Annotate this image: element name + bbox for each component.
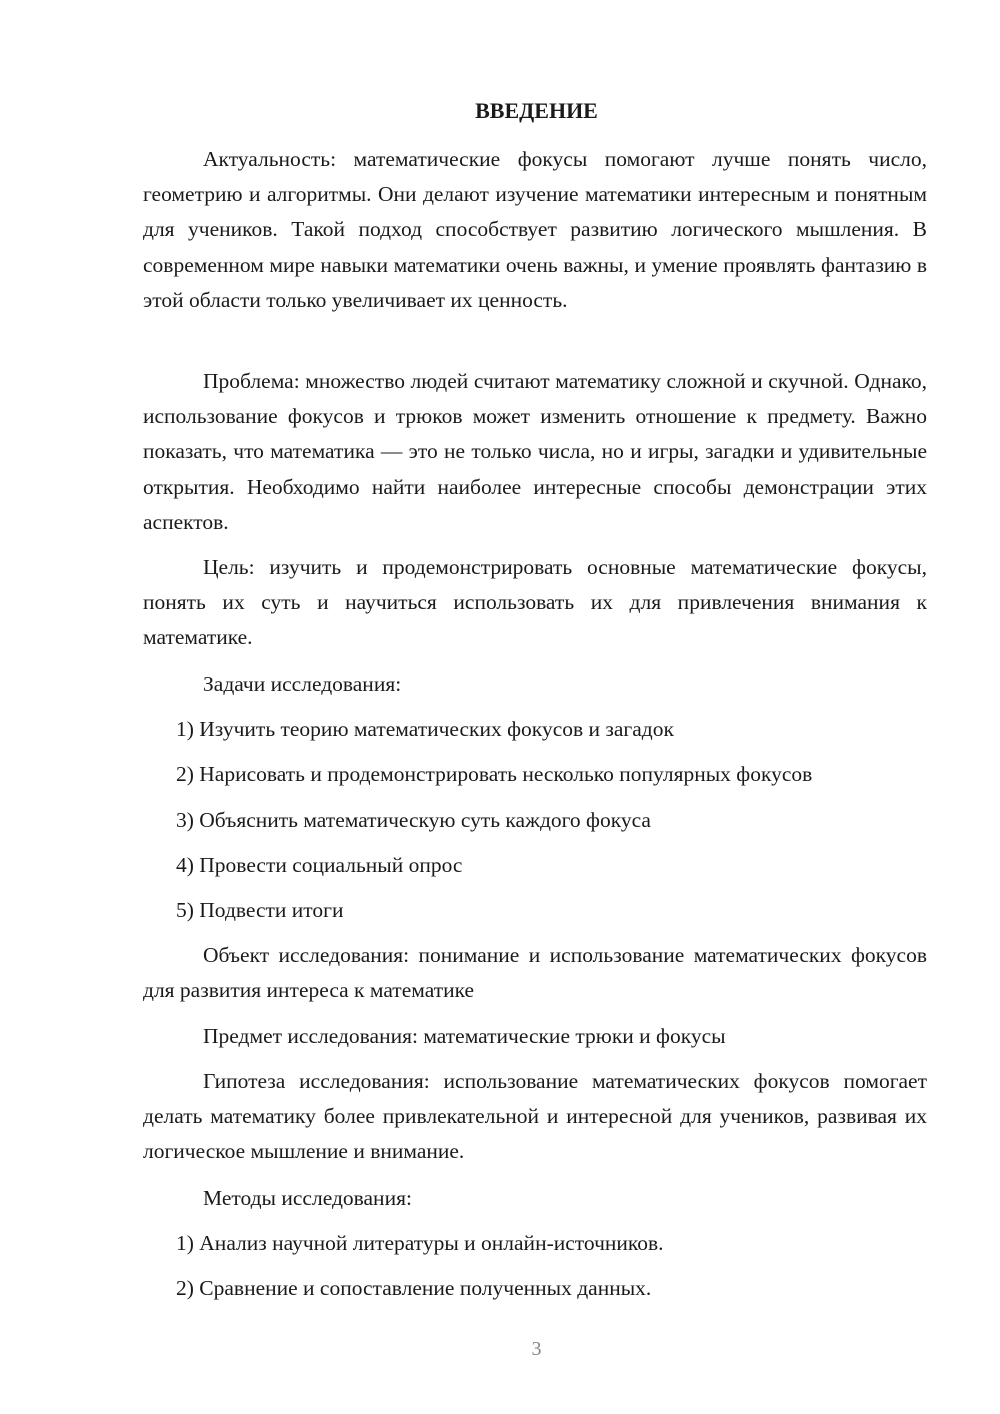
- task-item: 3) Объяснить математическую суть каждого фокуса: [176, 808, 651, 832]
- paragraph-relevance: Актуальность: математические фокусы помогают лучше понять число, геометрию и алгоритмы. Они делают изучение математики интересным и понятным для учеников. Такой подход способствует развитию логического мышления. В современном мире навыки математики очень важны, и умение проявлять фантазию в этой области только увеличивает их ценность.: [143, 147, 927, 312]
- task-item: 5) Подвести итоги: [176, 898, 344, 922]
- task-item: 2) Нарисовать и продемонстрировать несколько популярных фокусов: [176, 762, 813, 786]
- methods-heading: Методы исследования:: [203, 1186, 412, 1210]
- task-item: 1) Изучить теорию математических фокусов и загадок: [176, 717, 674, 741]
- paragraph-hypothesis: Гипотеза исследования: использование математических фокусов помогает делать математику более привлекательной и интересной для учеников, развивая их логическое мышление и внимание.: [143, 1069, 927, 1164]
- paragraph-problem: Проблема: множество людей считают математику сложной и скучной. Однако, использование фокусов и трюков может изменить отношение к предмету. Важно показать, что математика — это не только числа, но и игры, загадки и удивительные открытия. Необходимо найти наиболее интересные способы демонстрации этих аспектов.: [143, 369, 927, 534]
- task-item: 4) Провести социальный опрос: [176, 853, 463, 877]
- paragraph-object: Объект исследования: понимание и использование математических фокусов для развития интереса к математике: [143, 943, 927, 1003]
- page-title: ВВЕДЕНИЕ: [475, 98, 598, 123]
- paragraph-goal: Цель: изучить и продемонстрировать основные математические фокусы, понять их суть и научиться использовать их для привлечения внимания к математике.: [143, 555, 927, 650]
- tasks-heading: Задачи исследования:: [203, 672, 402, 696]
- page-number: 3: [531, 1338, 542, 1360]
- method-item: 1) Анализ научной литературы и онлайн-источников.: [176, 1231, 664, 1255]
- paragraph-subject: Предмет исследования: математические трюки и фокусы: [203, 1024, 726, 1048]
- method-item: 2) Сравнение и сопоставление полученных данных.: [176, 1276, 652, 1300]
